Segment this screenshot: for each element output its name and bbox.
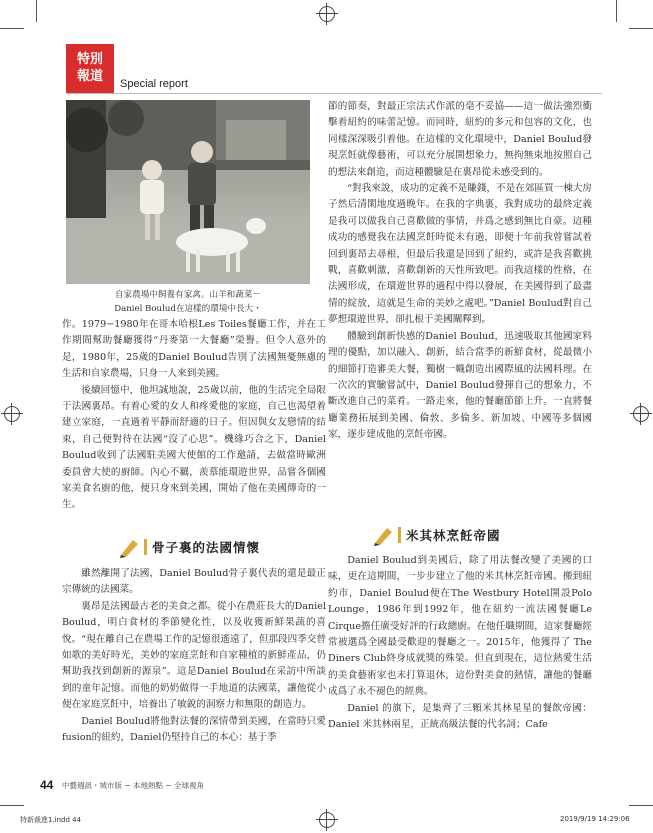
paragraph: 節的節奏，對最正宗法式作派的毫不妥協——這一做法強烈衝擊着紐約的味蕾記憶。而同時，紐約的多元和包容的文化，也同樣深深吸引着他。在這樣的文化環境中，Daniel Boulud發現烹飪就像藝術，可以充分展開想象力，無拘無束地按照自己的想法來創造，而這種體驗是在裏昂從未感受到的。 [328, 101, 592, 178]
heading-accent-bar [398, 527, 401, 543]
registration-mark-bottom [319, 812, 335, 828]
section-heading-1-text: 骨子裏的法國情懷 [152, 540, 261, 555]
section-tab-line1: 特別 [76, 52, 103, 67]
pen-icon [118, 536, 142, 558]
paragraph: 作。1979−1980年在哥本哈根Les Toiles餐廳工作，并在工作期間幫助餐廳獲得“丹麥第一大餐廳”榮譽。但令人意外的是，1980年，25歲的Daniel Boulud告別了法國無憂無慮的生活和自家農場，只身一人來到美國。 [62, 319, 326, 380]
section-heading-2-text: 米其林烹飪帝國 [406, 528, 501, 543]
publication-footer: 中藝週訊・城市版 − 本地熱點 − 全球視角 [62, 781, 205, 790]
crop-mark [0, 28, 24, 29]
registration-mark-right [633, 406, 649, 422]
paragraph: Daniel Boulud到美國后，除了用法餐改變了美國的口味，更在這期間，一步步建立了他的米其林烹飪帝國。搬到紐約市，Daniel Boulud便在The Westbury Hotel開設Polo Lounge，1986年到1992年，他在紐約一流法國餐廳Le Cirque擔任廣受好評的行政總廚。在他任職期間，這家餐廳經常被選爲全國最受歡迎的餐廳之一。2015年，他獲得了 The Diners Club終身成就獎的殊榮。但直到現在，這位熱愛生活的美食藝術家也未打算退休，這份對美食的熱情，讓他的餐廳成爲了永不褪色的經典。 [328, 555, 592, 698]
registration-mark-left [4, 406, 20, 422]
article-column-1-top [62, 317, 326, 514]
print-slug-file: 特新裁進1.indd 44 [20, 816, 82, 824]
header-rule [66, 93, 602, 94]
paragraph: 裏昂是法國最古老的美食之都。從小在農莊長大的Daniel Boulud，明白食材的季節變化性，以及收獲新鮮果蔬的喜悅。“現在離自己在農場工作的記憶很遙遠了，但那段四季交替如歌的美好時光，美妙的家庭烹飪和自家種植的新鮮產品，仍幫助我找到創新的源泉”。這是Daniel Boulud在采訪中所談到的童年記憶。而他的奶奶做得一手地道的法國菜，讓他從小便在家庭烹飪中，培養出了敏銳的洞察力和無限的創造力。 [62, 600, 326, 711]
photo-caption-line2: Daniel Boulud在這樣的環境中長大・ [114, 304, 262, 314]
article-column-2-bottom [328, 553, 592, 733]
paragraph: Daniel 的旗下，是集齊了三顆米其林星星的餐飲帝國：Daniel 米其林兩星，正統高級法餐的代名詞；Cafe [328, 702, 592, 731]
crop-mark [629, 805, 653, 806]
heading-accent-bar [144, 539, 147, 555]
paragraph: 後續回憶中，他坦誠地說，25歲以前，他的生活完全局限于法國裏昂。有着心愛的女人和疼愛他的家庭，自己也渴望着建立家庭，一直過着平靜而舒適的日子。但因與女友戀情的結束，自己便對待在法國“沒了心思”。機緣巧合之下，Daniel Boulud收到了法國駐美國大使館的工作邀請，去做當時歐洲委員會大使的廚師。內心不羈，羨慕能環遊世界，品嘗各個國家美食名廚的他，便只身來到美國，開始了他在美國傳奇的一生。 [62, 384, 326, 511]
photo-illustration [66, 100, 310, 284]
section-tab-line2: 報道 [76, 69, 103, 84]
paragraph: 雖然離開了法國，Daniel Boulud骨子裏代表的還是最正宗傳統的法國菜。 [62, 568, 326, 596]
childhood-photo [66, 100, 310, 284]
paragraph: “對我來說，成功的定義不是賺錢，不是在郊區買一棟大房子然后清閑地度過晚年。在我的字典裏，我對成功的最終定義是我可以做我自己喜歡做的事情，并爲之感到無比自豪。這種成功的感覺我在法國烹飪時從未有過，即便十年前我曾嘗試着回到裏昂去尋根，但最后我還是回到了紐約，或許是我喜歡挑戰，喜歡刺激，喜歡創新的天性所致吧。而我這樣的性格，在法國形成，在環遊世界的過程中得以發展，在美國得到了最盡情的綻放，這就是生命的美妙之處吧。”Daniel Boulud對自己夢想環遊世界，卻扎根于美國闡釋到。 [328, 183, 592, 326]
page-number: 44 [40, 778, 54, 792]
section-title-en: Special report [120, 78, 188, 90]
print-slug-timestamp: 2019/9/19 14:29:06 [560, 815, 630, 823]
paragraph: 體驗到創新快感的Daniel Boulud，迅速吸取其他國家料理的優點，加以融入、創新，結合當季的新鮮食材，從最微小的細節打造審美大餐，獨樹一幟創造出國際風的法國料理。在一次次的實驗嘗試中，Daniel Boulud發揮自己的想象力，不斷改進自己的菜肴。一路走來，他的餐廳節節上升。一直將餐廳業務拓展到美國、倫敦、多倫多、新加坡、中國等多個國家，逐步建成他的烹飪帝國。 [328, 330, 592, 441]
paragraph: Daniel Boulud將他對法餐的深情帶到美國，在當時只愛 fusion的紐約，Daniel仍堅持自己的本心：基于季 [62, 715, 326, 744]
crop-mark [616, 0, 617, 22]
section-tab [66, 44, 114, 94]
photo-caption [66, 288, 310, 316]
crop-mark [629, 28, 653, 29]
article-column-1-bottom [62, 566, 326, 746]
registration-mark-top [319, 6, 335, 22]
pen-icon [372, 524, 396, 546]
crop-mark [0, 805, 24, 806]
crop-mark [36, 0, 37, 22]
photo-caption-line1: 自家農場中飼養有家禽。山羊和蔬菜－ [114, 290, 262, 300]
article-column-2-top [328, 99, 592, 444]
